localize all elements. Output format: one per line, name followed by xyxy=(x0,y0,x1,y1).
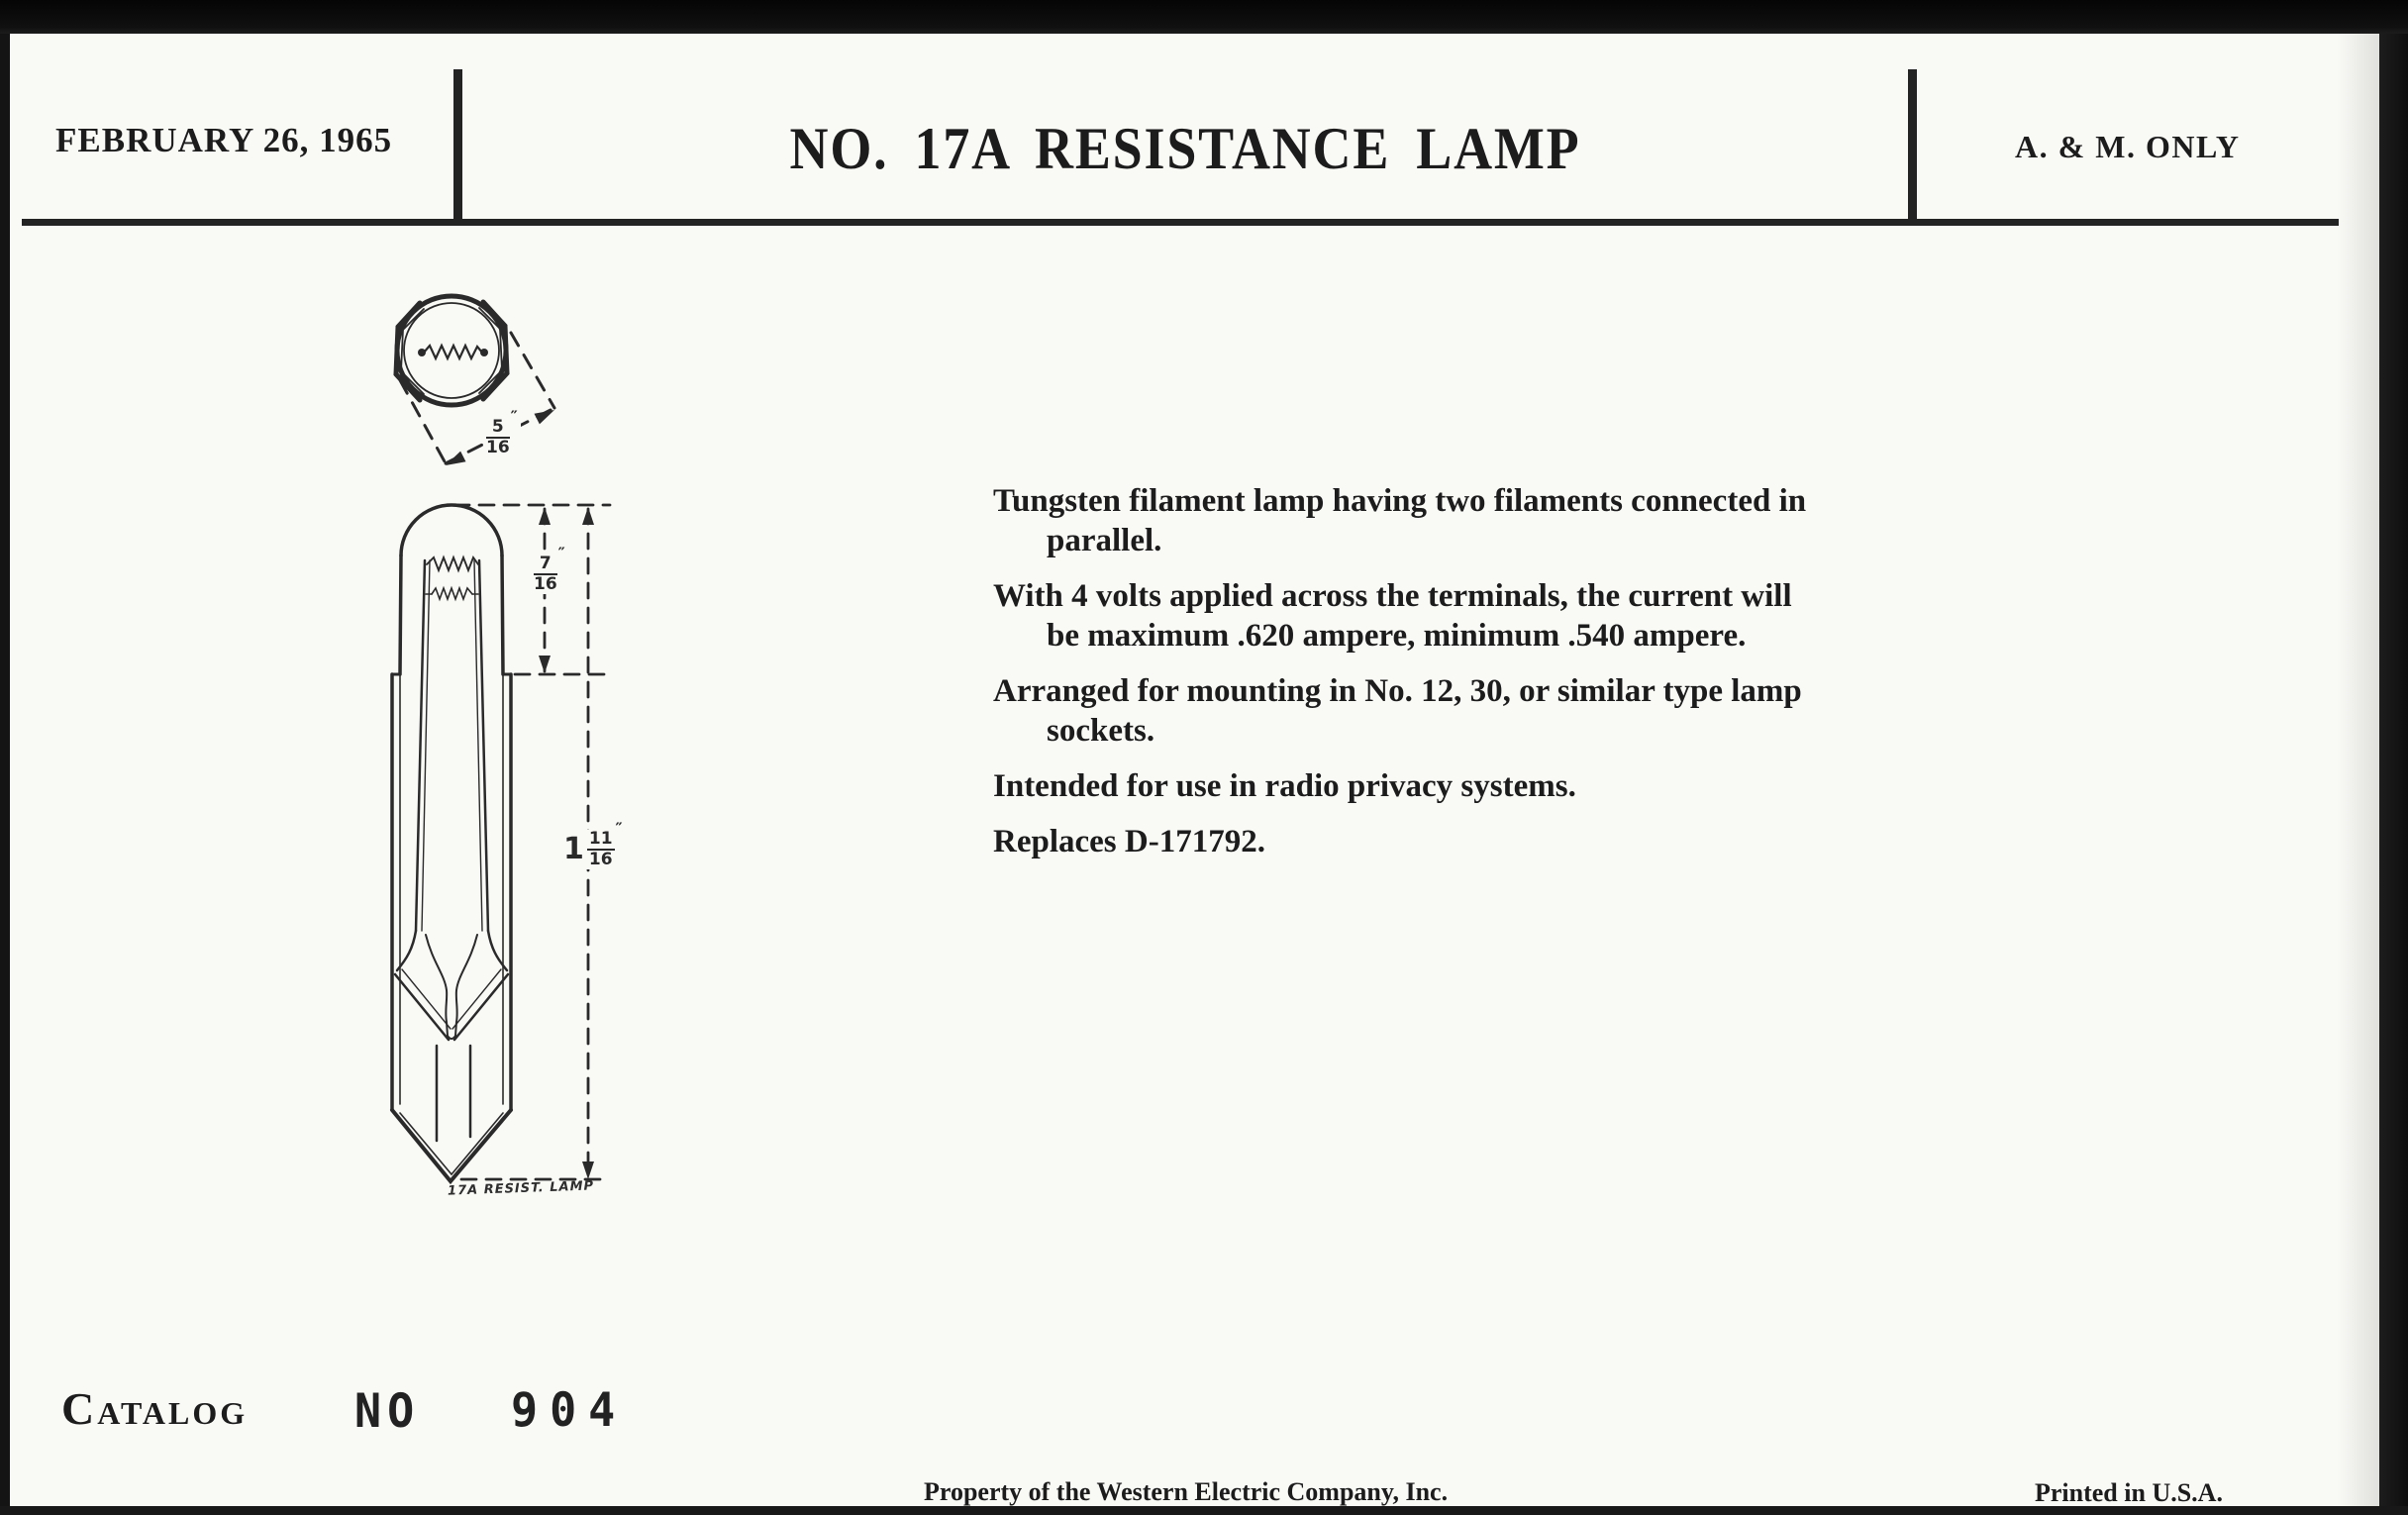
paragraph: Intended for use in radio privacy systems. xyxy=(993,768,1576,804)
footer-property-note: Property of the Western Electric Company, Inc. xyxy=(924,1477,1449,1506)
paragraph: Arranged for mounting in No. 12, 30, or similar type lamp sockets. xyxy=(993,673,1802,749)
catalog-number-stamp: 904 xyxy=(511,1381,628,1438)
drawing-caption: 17A RESIST. LAMP xyxy=(447,1178,595,1199)
document-date: FEBRUARY 26, 1965 xyxy=(55,121,393,159)
paragraph: Tungsten filament lamp having two filaments connected in parallel. xyxy=(993,483,1807,558)
catalog-label: Catalog xyxy=(61,1383,249,1434)
header-divider-right xyxy=(1908,69,1917,219)
lamp-top-view xyxy=(396,296,554,465)
footer-printed-note: Printed in U.S.A. xyxy=(2035,1478,2223,1507)
dim-label-diameter: $\frac{5}{16}$ ″ xyxy=(483,418,521,457)
paragraph: With 4 volts applied across the terminals, the current will be maximum .620 ampere, minimum .540 ampere. xyxy=(993,578,1792,654)
header-rule xyxy=(22,219,2339,226)
dim-label-overall-length: 1 $\frac{11}{16}$ ″ xyxy=(560,830,626,869)
audience-note: A. & M. ONLY xyxy=(2015,129,2241,164)
scan-border-right xyxy=(2379,34,2408,1515)
page-title: NO. 17A RESISTANCE LAMP xyxy=(789,116,1581,181)
lamp-side-view xyxy=(392,505,511,1181)
scan-border-top xyxy=(0,0,2408,34)
scan-edge-shadow xyxy=(2337,34,2379,1506)
description-block xyxy=(993,481,2043,877)
scan-border-left xyxy=(0,34,10,1507)
dim-label-bulb-length: $\frac{7}{16}$ ″ xyxy=(531,555,568,594)
catalog-no-stamp: NO xyxy=(354,1382,421,1439)
lamp-technical-drawing xyxy=(366,277,644,1208)
header-divider-left xyxy=(453,69,462,219)
paragraph: Replaces D-171792. xyxy=(993,824,1265,859)
